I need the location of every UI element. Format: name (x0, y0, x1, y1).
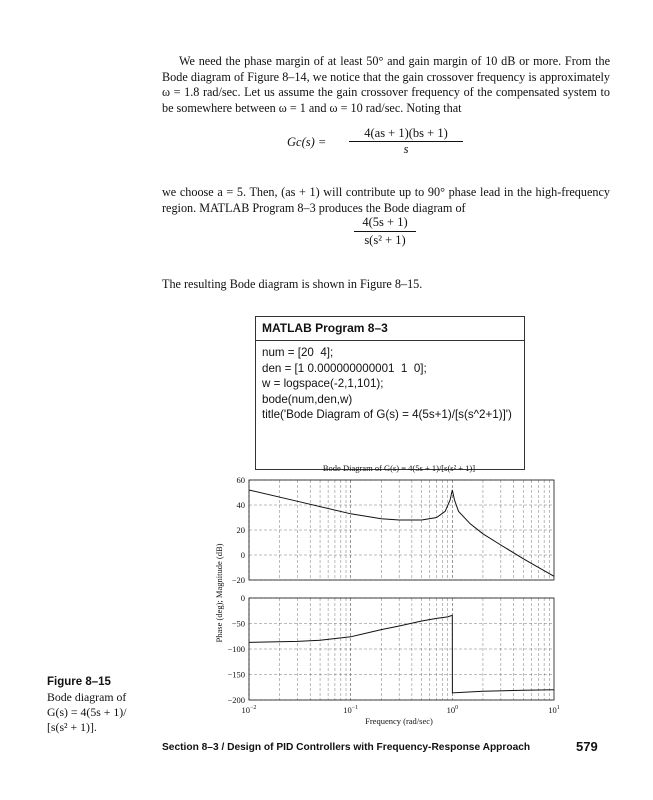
phase-panel (227, 593, 559, 715)
magnitude-panel (232, 475, 554, 585)
phase-ytick-label: −150 (227, 669, 245, 680)
paragraph-2: we choose a = 5. Then, (as + 1) will contribute up to 90° phase lead in the high-frequency region. MATLAB Program 8–3 produces the Bode diagram of (162, 185, 610, 215)
magnitude-ytick-label: 40 (236, 500, 245, 510)
paragraph-3: The resulting Bode diagram is shown in Figure 8–15. (162, 277, 423, 292)
figure-caption (47, 675, 127, 735)
magnitude-ytick-label: 60 (236, 475, 245, 485)
tf-numerator: 4(5s + 1) (354, 215, 416, 232)
magnitude-ytick-label: −20 (231, 575, 245, 585)
phase-curve (249, 615, 554, 693)
equation-numerator: 4(as + 1)(bs + 1) (349, 126, 463, 142)
equation-lhs: Gc(s) = (287, 135, 327, 149)
magnitude-ytick-label: 0 (240, 550, 245, 560)
figure-caption-line1: Bode diagram of (47, 690, 127, 704)
matlab-code: num = [20 4]; den = [1 0.000000000001 1 0]; w = logspace(-2,1,101); bode(num,den,w) title('Bode Diagram of G(s) = 4(5s+1)/[s(s^2+1)]') (262, 346, 512, 422)
equation-denominator: s (403, 142, 409, 156)
figure-caption-line3: [s(s² + 1)]. (47, 720, 97, 734)
phase-ytick-label: −200 (227, 695, 245, 705)
matlab-program-title: MATLAB Program 8–3 (256, 317, 524, 341)
chart-title: Bode Diagram of G(s) = 4(5s + 1)/[s(s² + 1)] (322, 463, 476, 473)
y-axis-label: Phase (deg); Magnitude (dB) (214, 543, 224, 643)
phase-ytick-label: 0 (240, 593, 245, 603)
page-number: 579 (576, 739, 598, 754)
paragraph-1: We need the phase margin of at least 50° and gain margin of 10 dB or more. From the Bode diagram of Figure 8–14, we notice that the gain crossover frequency is approximately ω = 1.8 rad/sec. Let us assume the gain crossover frequency of the compensated system to be somewhere between ω = 1 and ω = 10 rad/sec. Noting that (162, 54, 610, 115)
page-footer: Section 8–3 / Design of PID Controllers with Frequency-Response Approach (162, 742, 531, 753)
tf-denominator: s(s² + 1) (364, 233, 406, 247)
figure-number: Figure 8–15 (47, 676, 111, 688)
x-axis-label: Frequency (rad/sec) (365, 716, 433, 726)
x-tick-label: $10^0$ (446, 705, 459, 715)
phase-ytick-label: −100 (227, 644, 245, 654)
magnitude-curve (249, 490, 554, 576)
magnitude-ytick-label: 20 (236, 525, 245, 535)
phase-ytick-label: −50 (231, 618, 245, 629)
x-tick-label: $10^{-2}$ (241, 705, 257, 715)
x-tick-label: $10^{-1}$ (343, 705, 359, 715)
figure-caption-line2: G(s) = 4(5s + 1)/ (47, 705, 127, 719)
x-tick-label: $10^1$ (548, 705, 560, 715)
